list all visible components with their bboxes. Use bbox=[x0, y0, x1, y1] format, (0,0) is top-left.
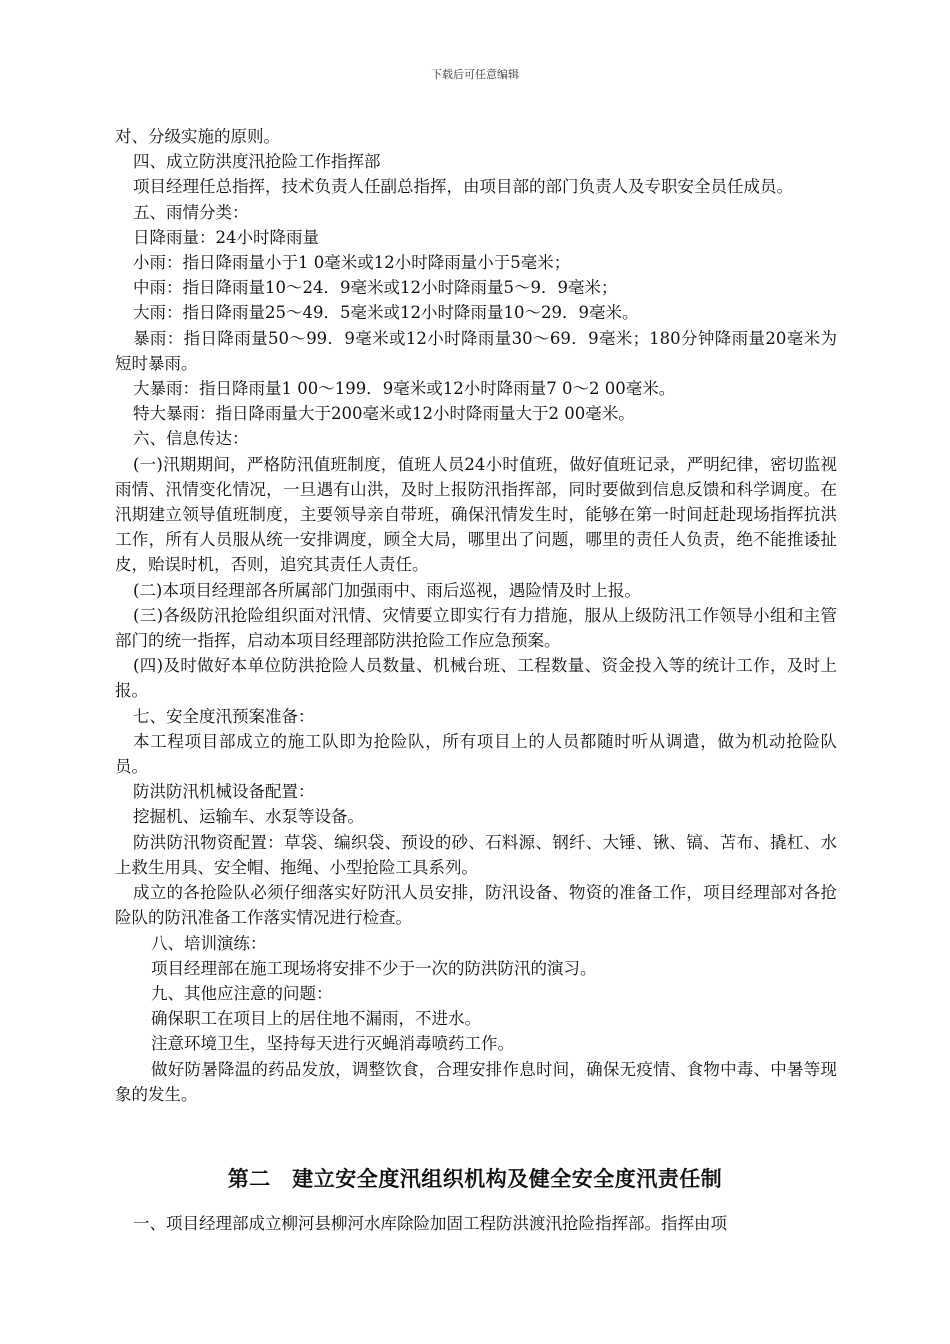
paragraph: 五、雨情分类： bbox=[133, 202, 249, 222]
paragraph: (一)汛期期间，严格防汛值班制度，值班人员24小时值班，做好值班记录，严明纪律，密切监视雨情、汛情变化情况，一旦遇有山洪，及时上报防汛指挥部，同时要做到信息反馈和科学调度。在汛期建立领导值班制度，主要领导亲自带班，确保汛情发生时，能够在第一时间赶赴现场指挥抗洪工作，所有人员服从统一安排调度，顾全大局，哪里出了问题，哪里的责任人负责，绝不能推诿扯皮，贻误时机，否则，追究其责任人责任。 bbox=[115, 454, 837, 575]
paragraph: 暴雨：指日降雨量50～99．9毫米或12小时降雨量30～69．9毫米；180分钟降雨量20毫米为短时暴雨。 bbox=[115, 328, 837, 373]
paragraph: 防洪防汛物资配置：草袋、编织袋、预设的砂、石料源、钢纤、大锤、锹、镐、苫布、撬杠、水上救生用具、安全帽、拖绳、小型抢险工具系列。 bbox=[115, 832, 837, 877]
paragraph: (二)本项目经理部各所属部门加强雨中、雨后巡视，遇险情及时上报。 bbox=[133, 580, 641, 600]
paragraph: 八、培训演练： bbox=[151, 933, 267, 953]
paragraph: (四)及时做好本单位防洪抢险人员数量、机械台班、工程数量、资金投入等的统计工作，及时上报。 bbox=[115, 656, 837, 701]
paragraph: 特大暴雨：指日降雨量大于200毫米或12小时降雨量大于2 00毫米。 bbox=[133, 404, 635, 424]
page-header: 下载后可任意编辑 bbox=[431, 68, 519, 81]
paragraph: 小雨：指日降雨量小于1 0毫米或12小时降雨量小于5毫米； bbox=[133, 253, 571, 273]
paragraph: (三)各级防汛抢险组织面对汛情、灾情要立即实行有力措施，服从上级防汛工作领导小组和主管部门的统一指挥，启动本项目经理部防洪抢险工作应急预案。 bbox=[115, 605, 837, 651]
paragraph: 大雨：指日降雨量25～49．5毫米或12小时降雨量10～29．9毫米。 bbox=[133, 303, 639, 323]
paragraph: 确保职工在项目上的居住地不漏雨，不进水。 bbox=[151, 1009, 481, 1029]
paragraph: 挖掘机、运输车、水泵等设备。 bbox=[133, 807, 364, 827]
paragraph: 项目经理部在施工现场将安排不少于一次的防洪防汛的演习。 bbox=[151, 958, 597, 978]
paragraph: 大暴雨：指日降雨量1 00～199．9毫米或12小时降雨量7 0～2 00毫米。 bbox=[133, 379, 676, 399]
paragraph: 四、成立防洪度汛抢险工作指挥部 bbox=[133, 152, 381, 172]
paragraph: 注意环境卫生，坚持每天进行灭蝇消毒喷药工作。 bbox=[151, 1034, 514, 1054]
paragraph: 七、安全度汛预案准备： bbox=[133, 706, 315, 726]
paragraph: 做好防暑降温的药品发放，调整饮食，合理安排作息时间，确保无疫情、食物中毒、中暑等现象的发生。 bbox=[115, 1059, 837, 1104]
section-heading: 第二 建立安全度汛组织机构及健全安全度汛责任制 bbox=[227, 1167, 723, 1191]
paragraph: 本工程项目部成立的施工队即为抢险队，所有项目上的人员都随时听从调遣，做为机动抢险队员。 bbox=[115, 731, 837, 777]
document-body bbox=[115, 124, 837, 1107]
paragraph: 六、信息传达： bbox=[133, 429, 249, 449]
paragraph: 项目经理任总指挥，技术负责人任副总指挥，由项目部的部门负责人及专职安全员任成员。 bbox=[133, 177, 793, 197]
paragraph: 中雨：指日降雨量10～24．9毫米或12小时降雨量5～9．9毫米； bbox=[133, 278, 618, 298]
paragraph: 一、项目经理部成立柳河县柳河水库除险加固工程防洪渡汛抢险指挥部。指挥由项 bbox=[133, 1214, 727, 1233]
paragraph: 成立的各抢险队必须仔细落实好防汛人员安排，防汛设备、物资的准备工作，项目经理部对各抢险队的防汛准备工作落实情况进行检查。 bbox=[115, 883, 837, 928]
document-body-continued bbox=[115, 1211, 837, 1236]
paragraph: 防洪防汛机械设备配置： bbox=[133, 782, 315, 802]
paragraph: 九、其他应注意的问题： bbox=[151, 983, 333, 1003]
paragraph: 日降雨量：24小时降雨量 bbox=[133, 227, 319, 247]
paragraph: 对、分级实施的原则。 bbox=[115, 127, 280, 146]
